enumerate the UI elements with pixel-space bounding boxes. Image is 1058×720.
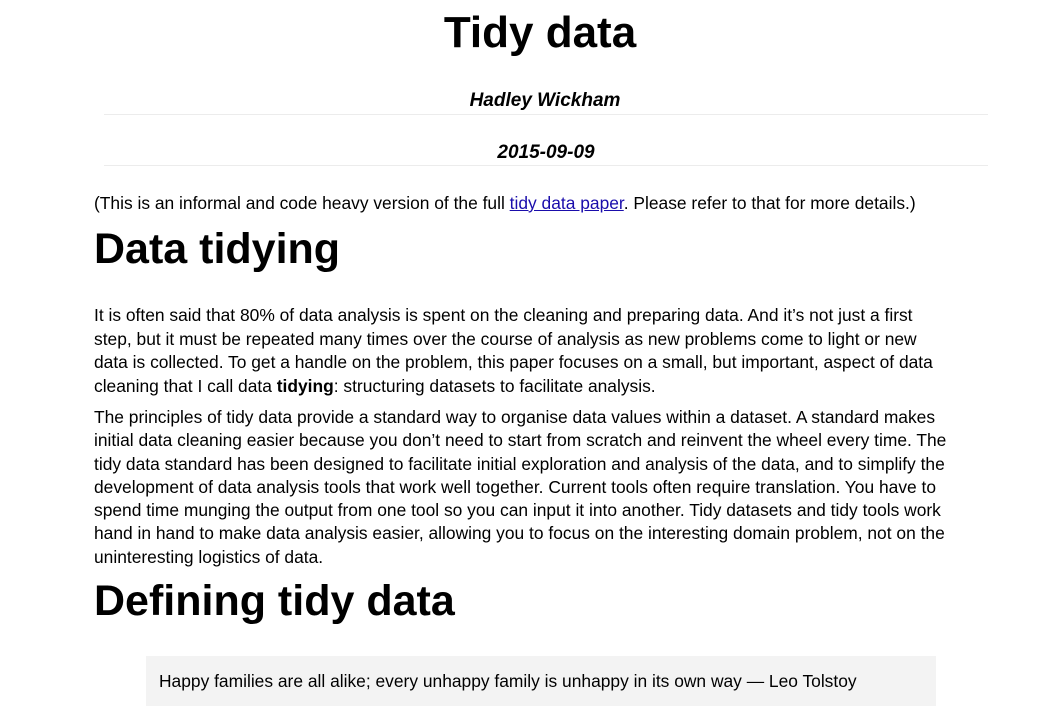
- intro-text-before: (This is an informal and code heavy version of the full: [94, 193, 510, 213]
- heading-defining-tidy-data: Defining tidy data: [94, 577, 455, 625]
- paragraph-line: uninteresting logistics of data.: [94, 546, 324, 567]
- paragraph-line: The principles of tidy data provide a standard way to organise data values within a dataset. A standard makes: [94, 407, 936, 427]
- paragraph-line: data is collected. To get a handle on the problem, this paper focuses on a small, but important, aspect of data: [94, 352, 933, 372]
- paragraph-line: initial data cleaning easier because you don’t need to start from scratch and reinvent the wheel every time. The: [94, 430, 947, 451]
- tidy-data-paper-link[interactable]: tidy data paper: [509, 193, 624, 213]
- paragraph-line: development of data analysis tools that work well together. Current tools often require translation. You have to: [94, 476, 937, 497]
- paragraph-line: hand in hand to make data analysis easier, allowing you to focus on the interesting domain problem, not on the: [94, 523, 945, 544]
- intro-text-after: . Please refer to that for more details.): [623, 193, 916, 213]
- heading-data-tidying: Data tidying: [94, 225, 341, 273]
- paragraph-data-tidying-2: [94, 406, 994, 569]
- intro-paragraph: [94, 191, 994, 215]
- document-author: Hadley Wickham: [469, 90, 621, 111]
- date-divider: [104, 165, 988, 166]
- tolstoy-blockquote: Happy families are all alike; every unhappy family is unhappy in its own way — Leo Tolstoy: [146, 656, 936, 706]
- paragraph-line: tidy data standard has been designed to facilitate initial exploration and analysis of the data, and to simplify the: [94, 453, 945, 474]
- author-divider: [104, 114, 988, 115]
- paragraph-line: step, but it must be repeated many times over the course of analysis as new problems come to light or new: [94, 328, 917, 349]
- line-text: cleaning that I call data: [94, 375, 277, 396]
- document-date: 2015-09-09: [497, 142, 595, 163]
- paragraph-line: It is often said that 80% of data analysis is spent on the cleaning and preparing data. And it’s not just a first: [94, 305, 913, 325]
- paragraph-data-tidying-1: [94, 304, 994, 398]
- line-text: : structuring datasets to facilitate analysis.: [333, 375, 656, 396]
- document-title: Tidy data: [443, 8, 637, 57]
- paragraph-line: spend time munging the output from one tool so you can input it into another. Tidy datasets and tidy tools work: [94, 500, 941, 521]
- bold-term-tidying: tidying: [276, 375, 334, 396]
- paragraph-line: [94, 375, 994, 399]
